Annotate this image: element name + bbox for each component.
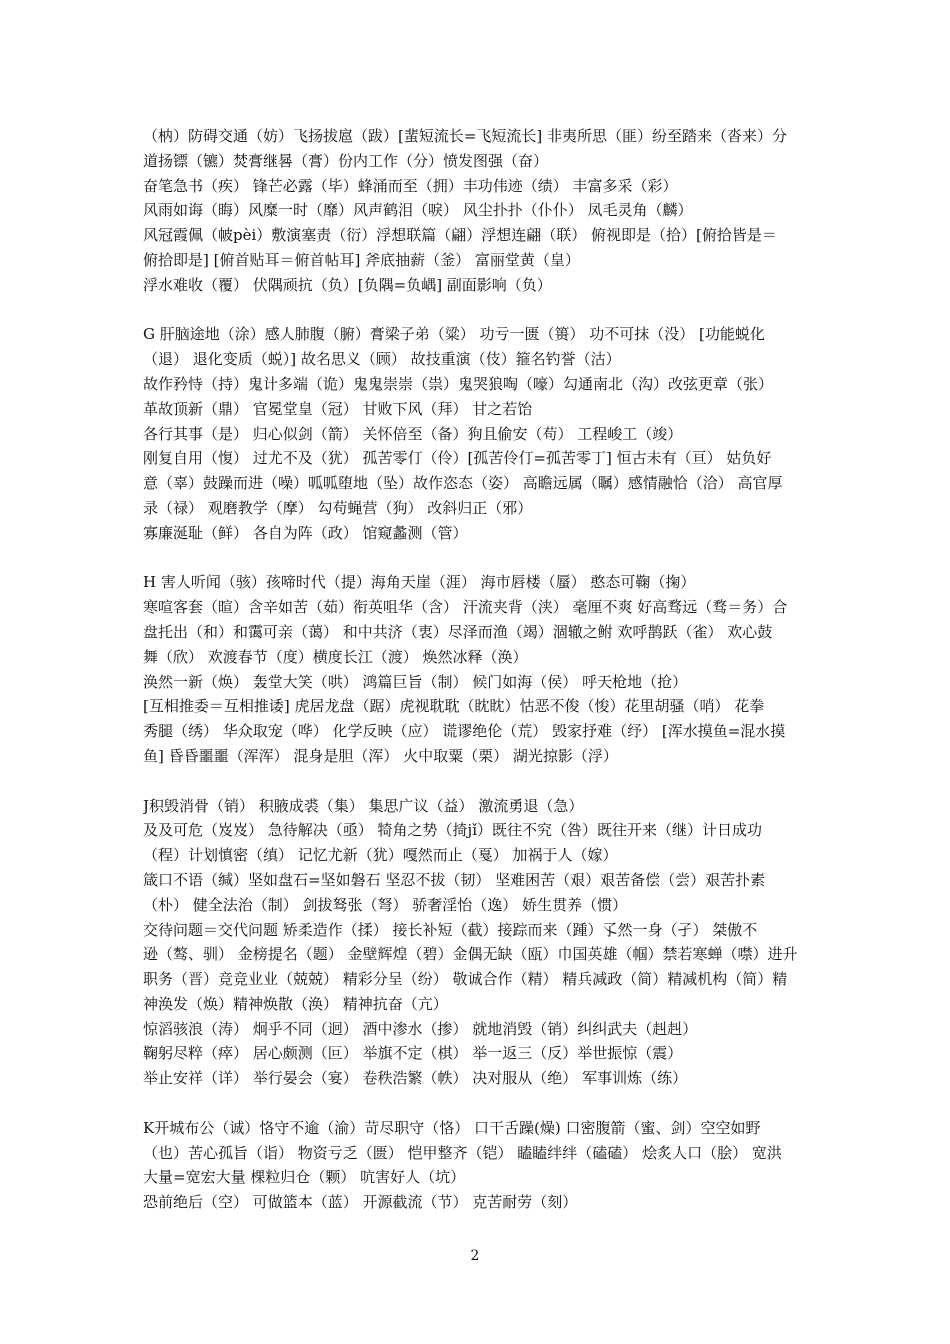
text-line: 奋笔急书（疾） 锋芒必露（毕）蜂涌而至（拥）丰功伟迹（绩） 丰富多采（彩）: [143, 176, 678, 195]
text-line: （程）计划慎密（缜） 记忆尤新（犹）嘎然而止（戛） 加祸于人（嫁）: [143, 846, 618, 865]
text-line: 箴口不语（缄）坚如盘石=坚如磐石 坚忍不拔（韧） 坚难困苦（艰）艰苦备偿（尝）艰苦扑素: [143, 870, 766, 889]
paragraph-gap: [143, 1091, 811, 1116]
text-line: 秀腿（绣） 华众取宠（哗） 化学反映（应） 谎谬绝伦（荒） 毁家抒难（纾） [浑水摸鱼=混水摸: [143, 722, 786, 741]
text-line: 盘托出（和）和霭可亲（蔼） 和中共济（衷）尽泽而渔（竭）涸辙之鲋 欢呼鹊跃（雀） 欢心鼓: [143, 622, 773, 641]
text-line: （朴） 健全法治（制） 剑拔驽张（弩） 骄奢淫怡（逸） 娇生贯养（惯）: [143, 895, 628, 914]
text-line: 风冠霞佩（帔pèi）敷演塞责（衍）浮想联篇（翩）浮想连翩（联） 俯视即是（拾）[俯拾皆是＝: [143, 226, 777, 245]
page-number: 2: [470, 1248, 480, 1264]
text-line: 意（辜）鼓躁而进（噪）呱呱堕地（坠）故作恣态（姿） 高瞻远属（瞩）感情融恰（洽） 高官厚: [143, 474, 783, 493]
text-line: 及及可危（岌岌） 急待解决（亟） 犄角之势（掎jǐ）既往不究（咎）既往开来（继）计日成功: [143, 821, 762, 840]
paragraph-gap: [143, 546, 811, 571]
text-line: 鱼] 昏昏噩噩（浑浑） 混身是胆（浑） 火中取粟（栗） 湖光掠影（浮）: [143, 746, 618, 765]
text-line: 交待问题＝交代问题 矫柔造作（揉） 接长补短（截）接踪而来（踵）孓然一身（孑） 桀傲不: [143, 920, 758, 939]
text-line: （退） 退化变质（蜕）] 故名思义（顾） 故技重演（伎）箍名钓誉（沽）: [143, 350, 621, 369]
text-line: 寡廉涎耻（鲜） 各自为阵（政） 馆窥蠡测（管）: [143, 523, 468, 542]
text-line: 革故顶新（鼎） 官冕堂皇（冠） 甘败下风（拜） 甘之若饴: [143, 399, 533, 418]
text-line: 浮水难收（覆） 伏隅顽抗（负）[负隅=负嵎] 副面影响（负）: [143, 275, 552, 294]
text-line: 举止安祥（详） 举行晏会（宴） 卷秩浩繁（帙） 决对服从（绝） 军事训炼（练）: [143, 1069, 688, 1088]
text-line: H 害人听闻（骇）孩啼时代（提）海角天崖（涯） 海市唇楼（蜃） 憨态可鞠（掬）: [143, 573, 696, 592]
paragraph-gap: [143, 298, 811, 323]
text-line: 逊（骜、驯） 金榜提名（题） 金壁辉煌（碧）金偶无缺（瓯）巾国英雄（帼）禁若寒蝉（噤）进升: [143, 945, 798, 964]
text-line: 风雨如诲（晦）风糜一时（靡）风声鹤泪（唳） 风尘扑扑（仆仆） 凤毛灵角（麟）: [143, 201, 693, 220]
text-line: 惊滔骇浪（涛） 炯乎不同（迥） 酒中渗水（掺） 就地消毁（销）纠纠武夫（赳赳）: [143, 1019, 698, 1038]
text-line: 涣然一新（焕） 轰堂大笑（哄） 鸿篇巨旨（制） 候门如海（侯） 呼天枪地（抢）: [143, 672, 688, 691]
text-line: 录（禄） 观磨教学（摩） 勾苟蝇营（狗） 改斜归正（邪）: [143, 498, 533, 517]
text-line: 寒喧客套（暄）含辛如苦（茹）衔英咀华（含） 汗流夹背（浃） 毫厘不爽 好高骛远（骛＝务）合: [143, 598, 788, 617]
paragraph-gap: [143, 769, 811, 794]
text-line: K开城布公（诚）恪守不逾（渝）苛尽职守（恪） 口干舌躁(燥) 口密腹箭（蜜、剑）空空如野: [143, 1118, 761, 1137]
text-line: 神涣发（焕）精神焕散（涣） 精神抗奋（亢）: [143, 994, 448, 1013]
text-line: 舞（欣） 欢渡春节（度）横度长江（渡） 焕然冰释（涣）: [143, 647, 528, 666]
document-body: [143, 124, 811, 1215]
text-line: 鞠躬尽粹（瘁） 居心颇测（叵） 举旗不定（棋） 举一返三（反）举世振惊（震）: [143, 1044, 683, 1063]
text-line: 俯拾即是] [俯首贴耳＝俯首帖耳] 斧底抽薪（釜） 富丽堂黄（皇）: [143, 250, 580, 269]
text-line: （枘）防碍交通（妨）飞扬拔扈（跋）[蜚短流长=飞短流长] 非夷所思（匪）纷至踏来（沓来）分: [143, 127, 788, 145]
text-line: 大量=宽宏大量 棵粒归仓（颗） 吭害好人（坑）: [143, 1168, 466, 1187]
text-line: G 肝脑途地（涂）感人肺腹（腑）膏梁子弟（粱） 功亏一匮（篑） 功不可抹（没） [功能蜕化: [143, 325, 765, 344]
text-line: 恐前绝后（空） 可做篮本（蓝） 开源截流（节） 克苦耐劳（刻）: [143, 1193, 578, 1212]
text-line: J积毁消骨（销） 积腋成裘（集） 集思广议（益） 激流勇退（急）: [143, 796, 584, 815]
text-line: 职务（晋）竞竞业业（兢兢） 精彩分呈（纷） 敬诚合作（精） 精兵减政（简）精减机构（简）精: [143, 970, 788, 989]
text-line: 各行其事（是） 归心似剑（箭） 关怀倍至（备）狗且偷安（苟） 工程峻工（竣）: [143, 424, 683, 443]
text-line: 故作矜恃（持）鬼计多端（诡）鬼鬼崇崇（祟）鬼哭狼啕（嚎）勾通南北（沟）改弦更章（张）: [143, 374, 774, 393]
text-line: 刚复自用（愎） 过尤不及（犹） 孤苦零仃（伶）[孤苦伶仃=孤苦零丁] 恒古未有（亘） 姑负好: [143, 449, 772, 468]
text-line: [互相推委＝互相推诿] 虎居龙盘（踞）虎视耽耽（眈眈）怙恶不俊（悛）花里胡骚（哨） 花拳: [143, 697, 765, 716]
text-line: 道扬镖（镳）焚膏继晷（膏）份内工作（分）愤发图强（奋）: [143, 151, 549, 170]
text-line: （也）苦心孤旨（诣） 物资亏乏（匮） 恺甲整齐（铠） 瞌瞌绊绊（磕磕） 烩炙人口（脍） 宽洪: [143, 1143, 782, 1162]
